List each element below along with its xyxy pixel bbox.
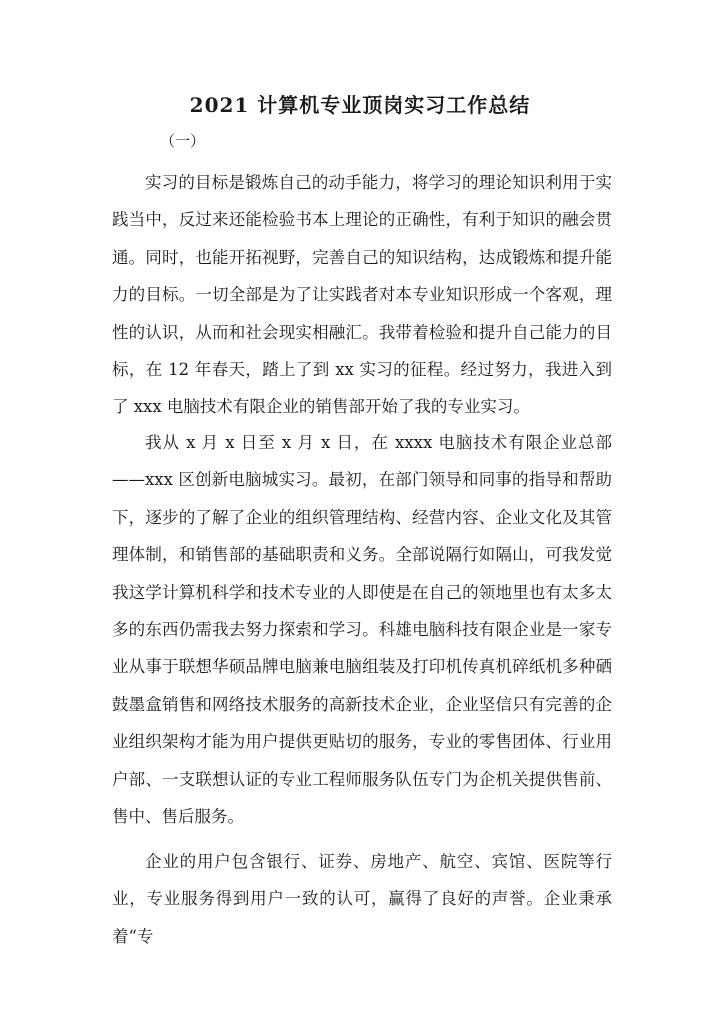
document-title: 2021 计算机专业顶岗实习工作总结: [189, 93, 531, 117]
paragraph: 实习的目标是锻炼自己的动手能力，将学习的理论知识利用于实践当中，反过来还能检验书本上理论的正确性，有利于知识的融会贯通。同时，也能开拓视野，完善自己的知识结构，达成锻炼和提升能力的目标。一切全部是为了让实践者对本专业知识形成一个客观，理性的认识，从而和社会现实相融汇。我带着检验和提升自己能力的目标，在 12 年春天，踏上了到 xx 实习的征程。经过努力，我进入到了 xxx 电脑技术有限企业的销售部开始了我的专业实习。: [112, 173, 612, 417]
section-label: （一）: [160, 132, 206, 150]
paragraph: 企业的用户包含银行、证券、房地产、航空、宾馆、医院等行业，专业服务得到用户一致的认可，赢得了良好的声誉。企业秉承着“专: [112, 852, 612, 946]
paragraph: 我从 x 月 x 日至 x 月 x 日，在 xxxx 电脑技术有限企业总部——xxx 区创新电脑城实习。最初，在部门领导和同事的指导和帮助下，逐步的了解了企业的组织管理结构、经营内容、企业文化及其管理体制，和销售部的基础职责和义务。全部说隔行如隔山，可我发觉我这学计算机科学和技术专业的人即使是在自己的领地里也有太多太多的东西仍需我去努力探索和学习。科雄电脑科技有限企业是一家专业从事于联想华硕品牌电脑兼电脑组装及打印机传真机碎纸机多种硒鼓墨盒销售和网络技术服务的高新技术企业，企业坚信只有完善的企业组织架构才能为用户提供更贴切的服务，专业的零售团体、行业用户部、一支联想认证的专业工程师服务队伍专门为企机关提供售前、售中、售后服务。: [112, 433, 612, 827]
